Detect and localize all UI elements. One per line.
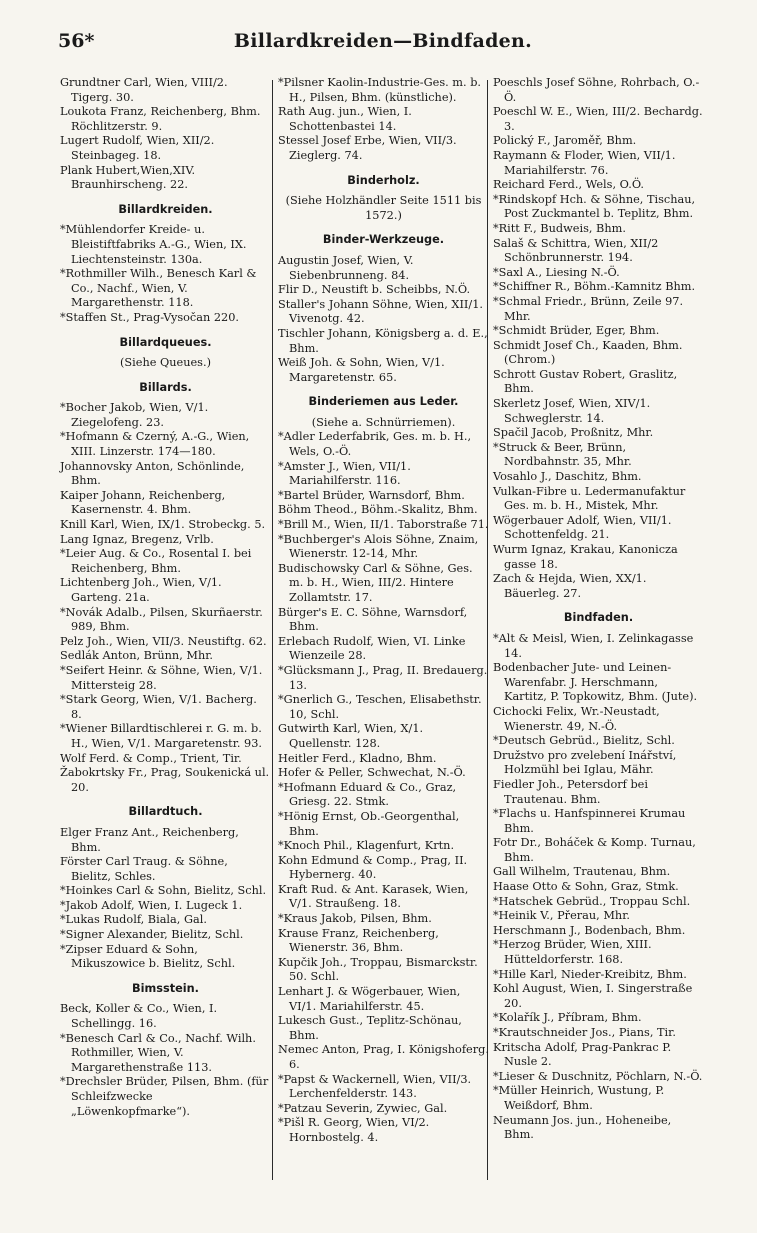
directory-entry: Budischowsky Carl & Söhne, Ges. m. b. H., Wien, III/2. Hintere Zollamtstr. 17. — [278, 561, 473, 604]
section-heading: Billardtuch. — [128, 805, 203, 819]
section-heading: Binderholz. — [347, 173, 420, 187]
directory-entry: *Signer Alexander, Bielitz, Schl. — [60, 928, 244, 942]
directory-entry: *Hatschek Gebrüd., Troppau Schl. — [493, 894, 691, 908]
directory-entry: Kohn Edmund & Comp., Prag, II. Hybernerg. 40. — [278, 853, 468, 882]
directory-entry: Kaiper Johann, Reichenberg, Kasernenstr. 4. Bhm. — [60, 488, 226, 517]
directory-entry: *Rothmiller Wilh., Benesch Karl & Co., Nachf., Wien, V. Margarethenstr. 118. — [60, 267, 257, 310]
section-heading: Bimsstein. — [132, 981, 199, 995]
cross-reference-note: (Siehe a. Schnürriemen). — [311, 415, 456, 429]
directory-entry: *Hoinkes Carl & Sohn, Bielitz, Schl. — [60, 884, 267, 898]
directory-entry: Knill Karl, Wien, IX/1. Strobeckg. 5. — [60, 518, 266, 532]
directory-entry: Kupčik Joh., Troppau, Bismarckstr. 50. Schl. — [278, 955, 478, 984]
section-heading: Binder-Werkzeuge. — [322, 233, 445, 247]
directory-entry: *Hönig Ernst, Ob.-Georgenthal, Bhm. — [278, 809, 460, 838]
directory-entry: Flir D., Neustift b. Scheibbs, N.Ö. — [278, 283, 471, 297]
section-heading: Binderiemen aus Leder. — [308, 395, 459, 409]
directory-entry: Grundtner Carl, Wien, VIII/2. Tigerg. 30. — [60, 76, 228, 104]
directory-entry: *Hofmann & Czerný, A.-G., Wien, XIII. Linzerstr. 174—180. — [60, 430, 250, 459]
column-divider — [272, 80, 273, 1180]
directory-entry: Elger Franz Ant., Reichenberg, Bhm. — [60, 825, 239, 854]
directory-entry: *Zipser Eduard & Sohn, Mikuszowice b. Bielitz, Schl. — [60, 942, 236, 971]
directory-entry: *Flachs u. Hanfspinnerei Krumau Bhm. — [493, 807, 686, 835]
directory-entry: Kritscha Adolf, Prag-Pankrac P. Nusle 2. — [493, 1040, 672, 1069]
directory-entry: *Hofmann Eduard & Co., Graz, Griesg. 22. Stmk. — [278, 780, 457, 809]
directory-entry: Raymann & Floder, Wien, VII/1. Mariahilferstr. 76. — [493, 148, 676, 177]
directory-entry: Neumann Jos. jun., Hoheneibe, Bhm. — [493, 1113, 672, 1142]
directory-entry: *Saxl A., Liesing N.-Ö. — [493, 265, 620, 279]
directory-entry: Vulkan-Fibre u. Ledermanufaktur Ges. m. b. H., Mistek, Mhr. — [493, 484, 686, 513]
directory-entry: Rath Aug. jun., Wien, I. Schottenbastei 14. — [278, 105, 412, 133]
directory-entry: Nemec Anton, Prag, I. Königshoferg. 6. — [278, 1043, 489, 1071]
directory-entry: Loukota Franz, Reichenberg, Bhm. Röchlitzerstr. 9. — [60, 105, 261, 133]
directory-entry: *Wiener Billardtischlerei r. G. m. b. H., Wien, V/1. Margaretenstr. 93. — [60, 722, 263, 750]
page-header — [58, 30, 708, 58]
directory-entry: *Deutsch Gebrüd., Bielitz, Schl. — [493, 734, 675, 748]
directory-entry: Schrott Gustav Robert, Graslitz, Bhm. — [493, 367, 678, 396]
directory-entry: Gutwirth Karl, Wien, X/1. Quellenstr. 128. — [278, 722, 424, 750]
directory-entry: Gall Wilhelm, Trautenau, Bhm. — [493, 865, 671, 879]
directory-entry: Lukesch Gust., Teplitz-Schönau, Bhm. — [278, 1014, 462, 1042]
directory-entry: Skerletz Josef, Wien, XIV/1. Schweglerstr. 14. — [493, 397, 651, 425]
cross-reference-note: (Siehe Queues.) — [120, 356, 211, 370]
directory-entry: *Brill M., Wien, II/1. Taborstraße 71. — [278, 518, 489, 532]
page-title: Billardkreiden—Bindfaden. — [233, 30, 533, 52]
directory-entry: *Drechsler Brüder, Pilsen, Bhm. (für Schleifzwecke „Löwenkopfmarke“). — [60, 1075, 269, 1118]
directory-entry: *Stark Georg, Wien, V/1. Bacherg. 8. — [60, 693, 257, 721]
directory-entry: Wurm Ignaz, Krakau, Kanonicza gasse 18. — [493, 543, 678, 571]
directory-entry: Fotr Dr., Boháček & Komp. Turnau, Bhm. — [493, 836, 696, 864]
directory-entry: *Bartel Brüder, Warnsdorf, Bhm. — [278, 488, 465, 502]
directory-entry: *Pilsner Kaolin-Industrie-Ges. m. b. H., Pilsen, Bhm. (künstliche). — [278, 76, 482, 104]
directory-entry: Böhm Theod., Böhm.-Skalitz, Bhm. — [278, 503, 478, 517]
directory-entry: Spačil Jacob, Proßnitz, Mhr. — [493, 426, 654, 440]
directory-entry: Johannovsky Anton, Schönlinde, Bhm. — [60, 459, 245, 488]
directory-entry: Weiß Joh. & Sohn, Wien, V/1. Margaretenstr. 65. — [278, 356, 445, 384]
directory-column-1 — [60, 76, 271, 1119]
directory-column-3 — [493, 76, 704, 1143]
directory-entry: Stessel Josef Erbe, Wien, VII/3. Zieglerg. 74. — [278, 134, 457, 162]
directory-entry: Tischler Johann, Königsberg a. d. E., Bhm. — [278, 326, 488, 355]
directory-entry: Poeschl W. E., Wien, III/2. Bechardg. 3. — [493, 105, 703, 133]
directory-entry: Lang Ignaz, Bregenz, Vrlb. — [60, 532, 214, 546]
directory-entry: *Patzau Severin, Zywiec, Gal. — [278, 1101, 448, 1115]
directory-entry: *Ritt F., Budweis, Bhm. — [493, 221, 626, 235]
directory-entry: *Rindskopf Hch. & Söhne, Tischau, Post Zuckmantel b. Teplitz, Bhm. — [493, 192, 696, 221]
directory-entry: Cichocki Felix, Wr.-Neustadt, Wienerstr. 49, N.-Ö. — [493, 704, 660, 733]
section-heading: Bindfaden. — [563, 611, 634, 625]
directory-entry: *Krautschneider Jos., Pians, Tir. — [493, 1026, 676, 1039]
directory-entry: Poeschls Josef Söhne, Rohrbach, O.-Ö. — [493, 76, 700, 104]
directory-entry: Salaš & Schittra, Wien, XII/2 Schönbrunnerstr. 194. — [493, 236, 659, 265]
directory-entry: Kohl August, Wien, I. Singerstraße 20. — [493, 982, 693, 1010]
directory-entry: Schmidt Josef Ch., Kaaden, Bhm. (Chrom.) — [493, 338, 683, 367]
directory-entry: *Herzog Brüder, Wien, XIII. Hütteldorferstr. 168. — [493, 938, 652, 967]
section-heading: Billardqueues. — [119, 335, 212, 349]
directory-entry: Pelz Joh., Wien, VII/3. Neustiftg. 62. — [60, 634, 267, 648]
directory-entry: Vosahlo J., Daschitz, Bhm. — [493, 470, 642, 484]
directory-entry: *Benesch Carl & Co., Nachf. Wilh. Rothmiller, Wien, V. Margarethenstraße 113. — [60, 1031, 256, 1074]
directory-entry: Sedlák Anton, Brünn, Mhr. — [60, 649, 213, 663]
directory-entry: Augustin Josef, Wien, V. Siebenbrunneng. 84. — [278, 253, 414, 282]
directory-entry: *Jakob Adolf, Wien, I. Lugeck 1. — [60, 898, 243, 912]
directory-entry: Zach & Hejda, Wien, XX/1. Bäuerleg. 27. — [493, 572, 647, 600]
directory-column-2 — [278, 76, 489, 1146]
directory-entry: Družstvo pro zvelebení Inářství, Holzmühl bei Iglau, Mähr. — [493, 748, 677, 777]
directory-entry: *Papst & Wackernell, Wien, VII/3. Lerchenfelderstr. 143. — [278, 1072, 472, 1101]
directory-entry: *Leier Aug. & Co., Rosental I. bei Reichenberg, Bhm. — [60, 547, 252, 575]
directory-entry: Förster Carl Traug. & Söhne, Bielitz, Schles. — [60, 855, 228, 883]
directory-entry: Hofer & Peller, Schwechat, N.-Ö. — [278, 766, 466, 780]
directory-entry: Lenhart J. & Wögerbauer, Wien, VI/1. Mariahilferstr. 45. — [278, 985, 461, 1013]
directory-entry: *Struck & Beer, Brünn, Nordbahnstr. 35, Mhr. — [493, 440, 632, 469]
directory-entry: *Schmal Friedr., Brünn, Zeile 97. Mhr. — [493, 294, 684, 323]
directory-entry: Žabokrtsky Fr., Prag, Soukenická ul. 20. — [60, 766, 270, 794]
directory-entry: Wolf Ferd. & Comp., Trient, Tir. — [60, 751, 242, 765]
page-number: 56* — [58, 30, 95, 52]
directory-entry: Kraft Rud. & Ant. Karasek, Wien, V/1. Straußeng. 18. — [278, 882, 469, 911]
directory-entry: Fiedler Joh., Petersdorf bei Trautenau. Bhm. — [493, 777, 648, 806]
directory-entry: *Lieser & Duschnitz, Pöchlarn, N.-Ö. — [493, 1069, 703, 1083]
directory-entry: Bodenbacher Jute- und Leinen-Warenfabr. J. Herschmann, Kartitz, P. Topkowitz, Bhm. (Jute). — [493, 661, 698, 704]
directory-entry: Reichard Ferd., Wels, O.Ö. — [493, 178, 645, 192]
directory-entry: Lugert Rudolf, Wien, XII/2. Steinbageg. 18. — [60, 134, 215, 162]
directory-entry: *Bocher Jakob, Wien, V/1. Ziegelofeng. 23. — [60, 401, 209, 429]
directory-entry: *Schmidt Brüder, Eger, Bhm. — [493, 324, 660, 338]
directory-entry: *Gnerlich G., Teschen, Elisabethstr. 10, Schl. — [278, 693, 482, 721]
directory-entry: Wögerbauer Adolf, Wien, VII/1. Schottenfeldg. 21. — [493, 513, 672, 542]
directory-entry: *Adler Lederfabrik, Ges. m. b. H., Wels, O.-Ö. — [278, 430, 472, 459]
directory-entry: *Pišl R. Georg, Wien, VI/2. Hornbostelg. 4. — [278, 1116, 430, 1144]
directory-entry: Plank Hubert,Wien,XIV. Braunhirscheng. 22. — [60, 163, 196, 192]
directory-entry: *Knoch Phil., Klagenfurt, Krtn. — [278, 839, 455, 853]
directory-entry: *Kolařík J., Příbram, Bhm. — [493, 1011, 642, 1025]
directory-entry: Herschmann J., Bodenbach, Bhm. — [493, 923, 686, 937]
directory-entry: Polický F., Jaroměř, Bhm. — [493, 134, 637, 148]
directory-entry: Bürger's E. C. Söhne, Warnsdorf, Bhm. — [278, 605, 468, 634]
directory-entry: *Müller Heinrich, Wustung, P. Weißdorf, Bhm. — [493, 1084, 665, 1112]
section-heading: Billardkreiden. — [118, 202, 213, 216]
directory-entry: *Alt & Meisl, Wien, I. Zelinkagasse 14. — [493, 631, 694, 660]
directory-entry: Erlebach Rudolf, Wien, VI. Linke Wienzeile 28. — [278, 634, 466, 663]
directory-entry: Beck, Koller & Co., Wien, I. Schellingg. 16. — [60, 1002, 218, 1031]
directory-entry: *Schiffner R., Böhm.-Kamnitz Bhm. — [493, 280, 696, 294]
directory-entry: *Heinik V., Přerau, Mhr. — [493, 909, 630, 923]
directory-entry: *Kraus Jakob, Pilsen, Bhm. — [278, 912, 432, 926]
directory-entry: *Staffen St., Prag-Vysočan 220. — [60, 310, 240, 324]
directory-entry: *Glücksmann J., Prag, II. Bredauerg. 13. — [278, 663, 488, 692]
directory-entry: *Novák Adalb., Pilsen, Skurñaerstr. 989, Bhm. — [60, 605, 263, 634]
directory-entry: *Mühlendorfer Kreide- u. Bleistiftfabriks A.-G., Wien, IX. Liechtensteinstr. 130a. — [60, 223, 247, 266]
directory-entry: *Hille Karl, Nieder-Kreibitz, Bhm. — [493, 967, 687, 981]
directory-entry: Haase Otto & Sohn, Graz, Stmk. — [493, 880, 679, 894]
directory-entry: Heitler Ferd., Kladno, Bhm. — [278, 751, 437, 765]
section-heading: Billards. — [139, 380, 192, 394]
directory-entry: Krause Franz, Reichenberg, Wienerstr. 36, Bhm. — [278, 926, 439, 955]
directory-entry: Lichtenberg Joh., Wien, V/1. Garteng. 21a. — [60, 576, 222, 604]
directory-entry: Staller's Johann Söhne, Wien, XII/1. Vivenotg. 42. — [278, 297, 483, 326]
cross-reference-note: (Siehe Holzhändler Seite 1511 bis 1572.) — [285, 194, 482, 222]
directory-entry: *Buchberger's Alois Söhne, Znaim, Wienerstr. 12-14, Mhr. — [278, 532, 479, 561]
directory-entry: *Amster J., Wien, VII/1. Mariahilferstr. 116. — [278, 459, 411, 488]
directory-entry: *Seifert Heinr. & Söhne, Wien, V/1. Mittersteig 28. — [60, 663, 263, 692]
directory-entry: *Lukas Rudolf, Biala, Gal. — [60, 913, 207, 927]
